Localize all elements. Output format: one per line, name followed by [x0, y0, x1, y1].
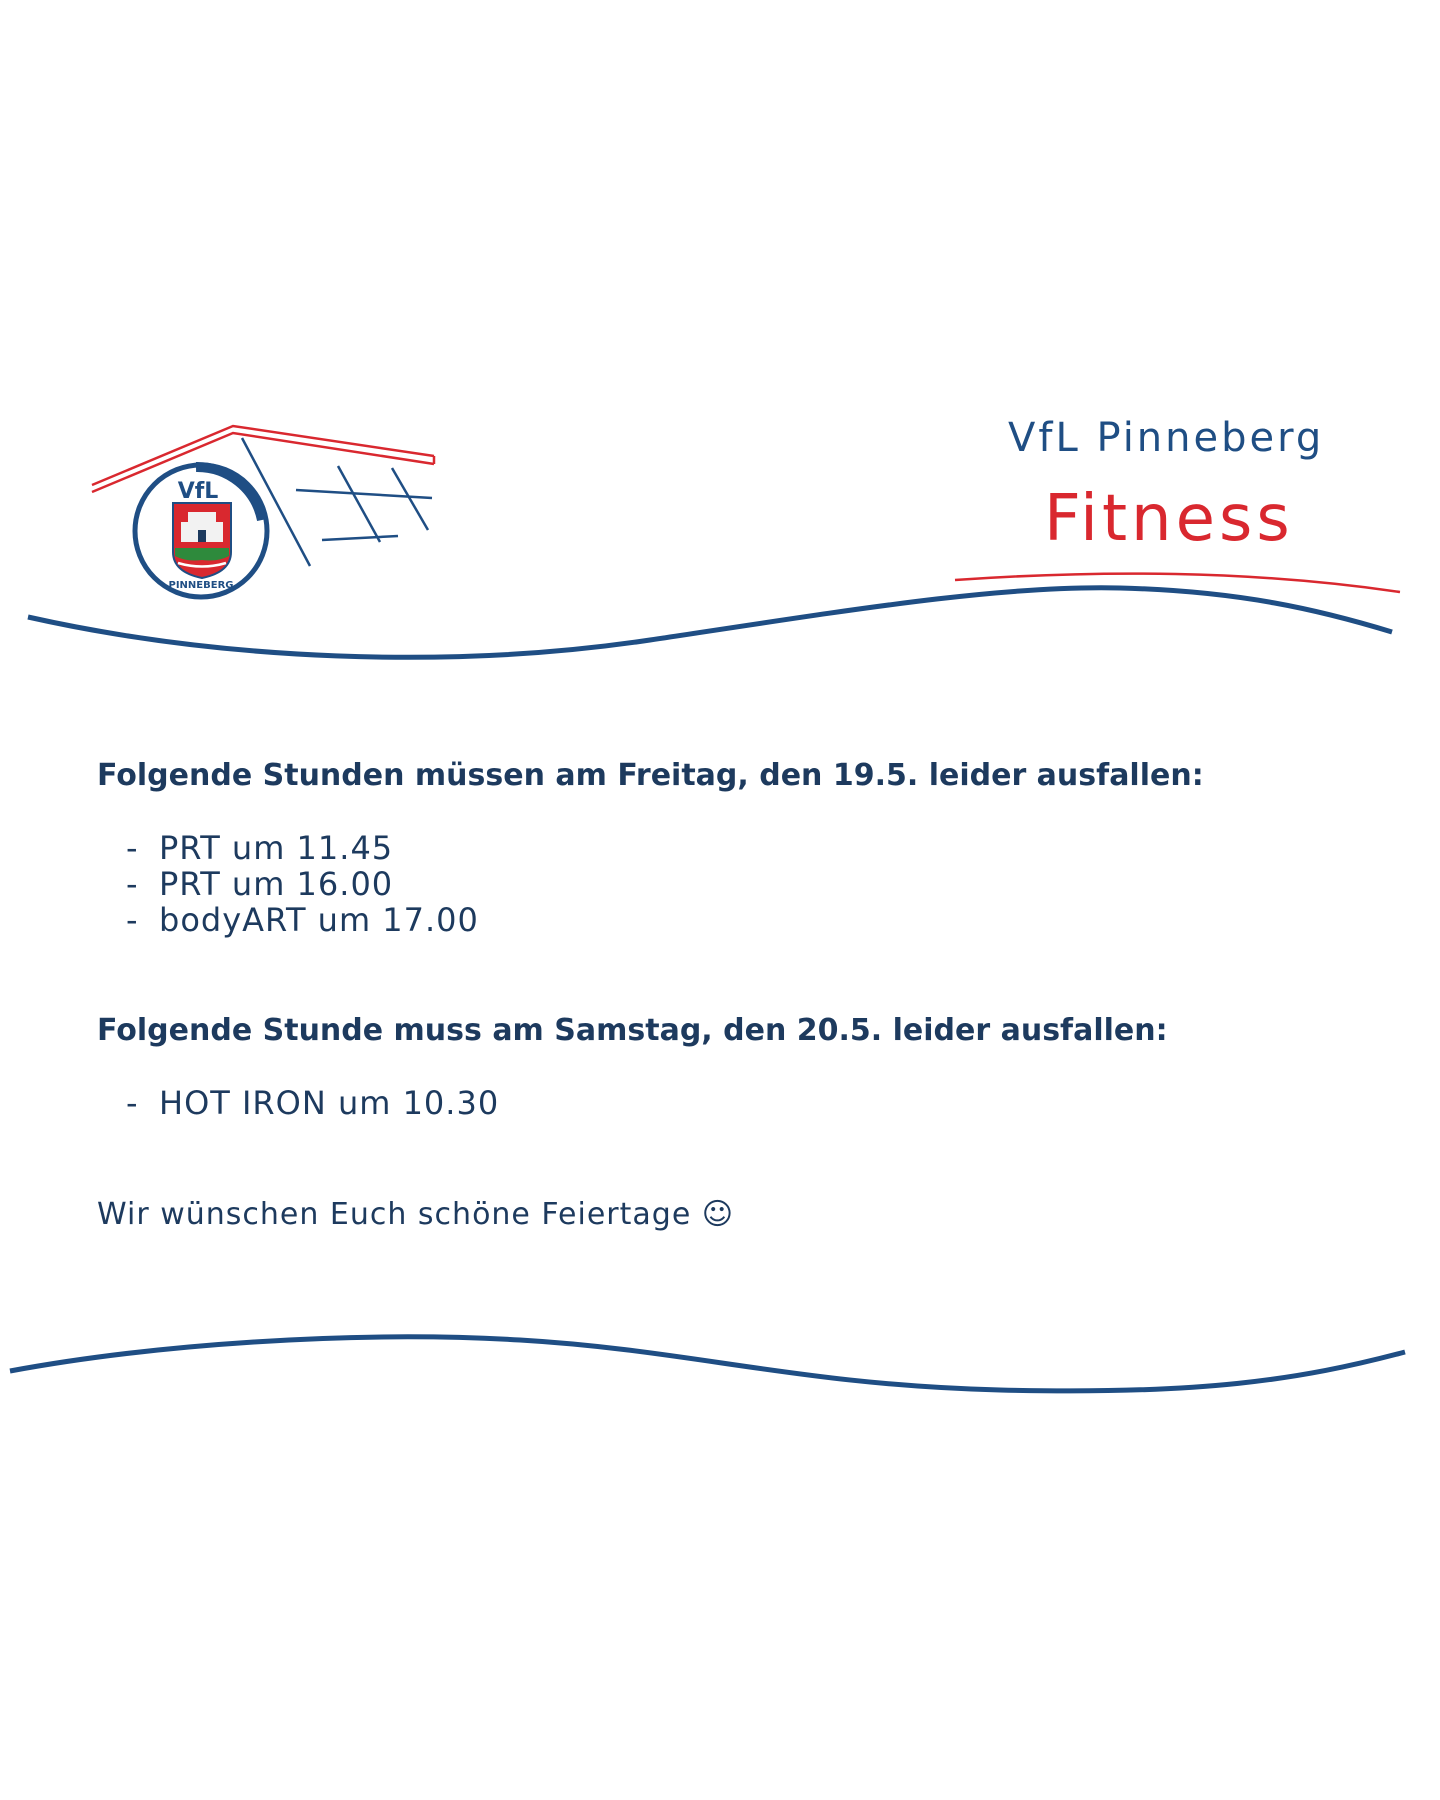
list-item	[126, 866, 479, 902]
bullet: -	[126, 829, 139, 867]
list-item	[126, 1085, 499, 1121]
closing-message: Wir wünschen Euch schöne Feiertage ☺	[97, 1197, 735, 1232]
list-item	[126, 902, 479, 938]
friday-class-list	[126, 830, 479, 938]
bullet: -	[126, 865, 139, 903]
saturday-class-list	[126, 1085, 499, 1121]
club-name: VfL Pinneberg	[1008, 415, 1325, 461]
class-entry: bodyART um 17.00	[159, 901, 479, 939]
list-item	[126, 830, 479, 866]
class-entry: PRT um 16.00	[159, 865, 394, 903]
class-entry: PRT um 11.45	[159, 829, 394, 867]
saturday-heading: Folgende Stunde muss am Samstag, den 20.5. leider ausfallen:	[97, 1013, 1168, 1048]
department-name: Fitness	[1044, 482, 1294, 556]
friday-heading: Folgende Stunden müssen am Freitag, den 19.5. leider ausfallen:	[97, 758, 1204, 793]
bullet: -	[126, 1084, 139, 1122]
badge-top-text: VfL	[177, 479, 219, 504]
badge-bottom-text: PINNEBERG	[168, 580, 234, 591]
class-entry: HOT IRON um 10.30	[159, 1084, 500, 1122]
bullet: -	[126, 901, 139, 939]
